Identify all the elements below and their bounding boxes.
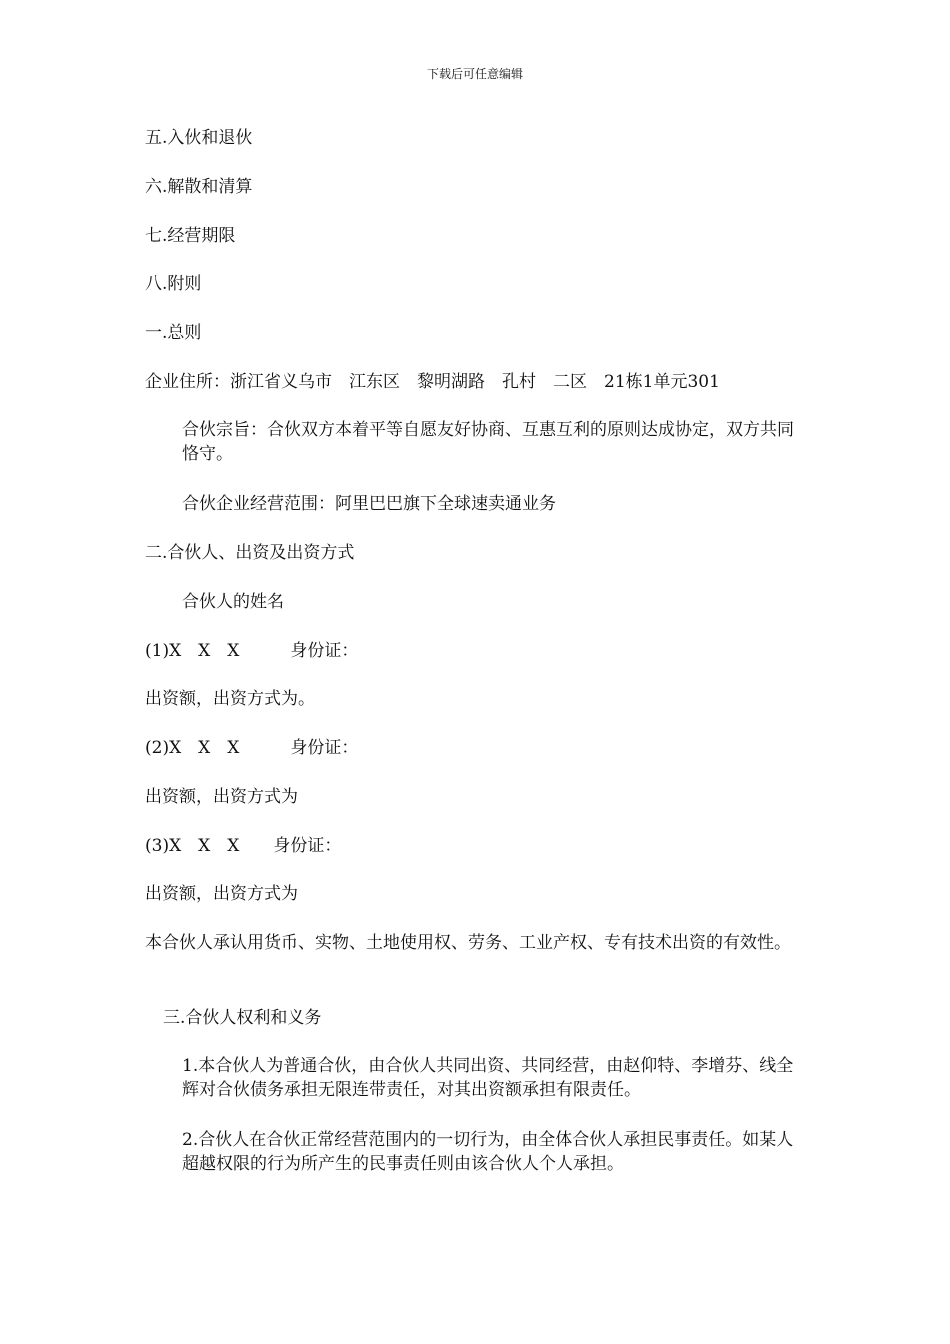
partnership-purpose: 合伙宗旨：合伙双方本着平等自愿友好协商、互惠互利的原则达成协定，双方共同恪守。 (182, 420, 794, 464)
partner-1-id: (1)X X X 身份证： (145, 641, 359, 661)
partner-2-id: (2)X X X 身份证： (145, 738, 359, 758)
contribution-validity: 本合伙人承认用货币、实物、土地使用权、劳务、工业产权、专有技术出资的有效性。 (145, 933, 791, 953)
page-header: 下载后可任意编辑 (426, 67, 523, 81)
partner-names-label: 合伙人的姓名 (182, 592, 284, 612)
partner-1-contribution: 出资额，出资方式为。 (145, 689, 315, 709)
section-heading-1: 一.总则 (145, 323, 202, 343)
clause-2: 2.合伙人在合伙正常经营范围内的一切行为，由全体合伙人承担民事责任。如某人超越权限的行为所产生的民事责任则由该合伙人个人承担。 (182, 1130, 794, 1174)
section-heading-3: 三.合伙人权利和义务 (163, 1008, 322, 1028)
section-heading-2: 二.合伙人、出资及出资方式 (145, 543, 355, 563)
toc-item-6: 六.解散和清算 (145, 177, 253, 197)
partner-3-contribution: 出资额，出资方式为 (145, 884, 298, 904)
enterprise-address: 企业住所：浙江省义乌市 江东区 黎明湖路 孔村 二区 21栋1单元301 (145, 372, 720, 392)
partner-3-id: (3)X X X 身份证： (145, 836, 342, 856)
toc-item-5: 五.入伙和退伙 (145, 128, 253, 148)
clause-1: 1.本合伙人为普通合伙，由合伙人共同出资、共同经营，由赵仰特、李增芬、线全辉对合伙债务承担无限连带责任，对其出资额承担有限责任。 (182, 1056, 794, 1100)
business-scope: 合伙企业经营范围：阿里巴巴旗下全球速卖通业务 (182, 494, 556, 514)
toc-item-8: 八.附则 (145, 274, 202, 294)
partner-2-contribution: 出资额，出资方式为 (145, 787, 298, 807)
toc-item-7: 七.经营期限 (145, 226, 236, 246)
